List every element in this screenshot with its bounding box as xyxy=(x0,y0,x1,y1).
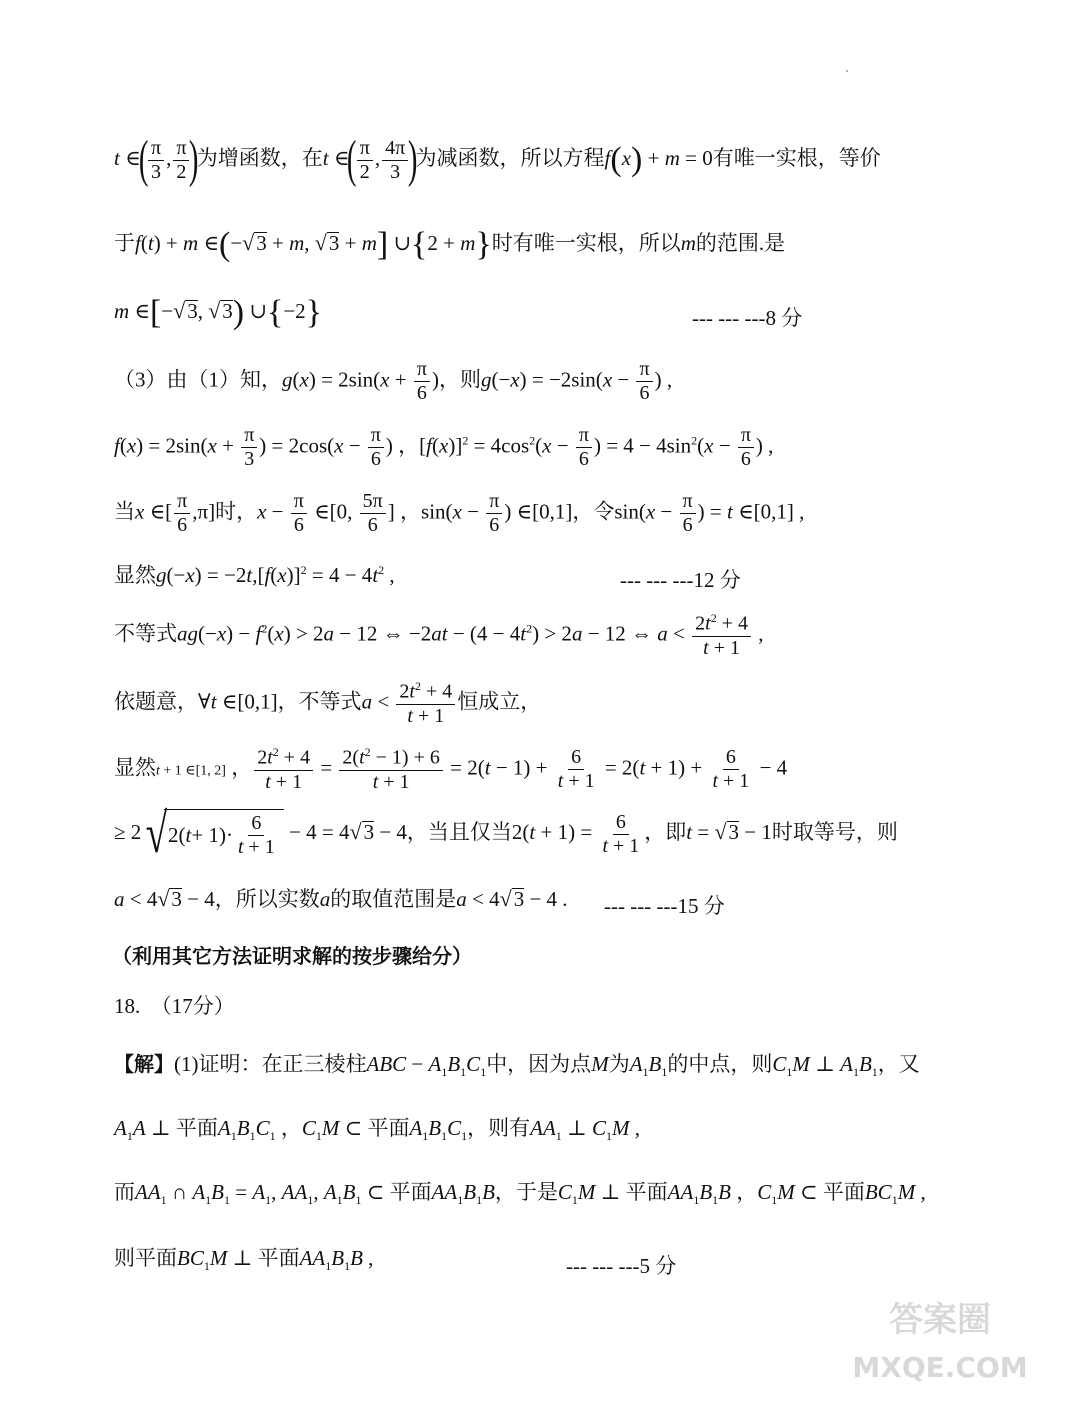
line-11: ≥ 2√2( t + 1)· $\frac{6}{t + 1}$ − 4 = 4√3 − 4，当且仅当2(t + 1) = $\frac{6}{t + 1}$ ，即t = √3 − 1时取等号，则 xyxy=(114,803,898,865)
text: 平面 xyxy=(389,1180,432,1204)
text: 不等式 xyxy=(114,621,177,646)
text: （3）由（1）知， xyxy=(114,367,282,392)
solution-line-2: $A_1A$ ⊥ 平面$A_1B_1C_1$ ，$C_1M$ ⊂ 平面$A_1B_1C_1$，则有$AA_1$ ⊥ $C_1M$ , xyxy=(114,1116,641,1144)
speck xyxy=(846,70,848,72)
score-12: --- --- ---12 分 xyxy=(620,568,741,592)
text: ，不等式 xyxy=(277,689,362,714)
solution-line-4: 则平面$BC_1M$ ⊥ 平面$AA_1B_1B$ , xyxy=(114,1246,374,1274)
line-10: 显然t + 1 ∈[1, 2] ， $\frac{2t^2 + 4}{t + 1}$ = $\frac{2(t^2 - 1) + 6}{t + 1}$ = 2(t − 1) + $\frac{6}{t + 1}$ = 2(t + 1) + $\frac{6}{t + 1}$ − 4 xyxy=(114,745,788,793)
text: 平面 xyxy=(822,1180,865,1204)
text: 为 xyxy=(608,1052,630,1076)
line-7: 显然$g(-x) = -2t,[f(x)]^2 = 4 - 4t^2$ , xyxy=(114,563,395,587)
text: 时有唯一实根，所以 xyxy=(491,230,681,255)
text: 当 xyxy=(114,499,135,524)
text: ，则有 xyxy=(467,1116,531,1140)
text: ，所以实数 xyxy=(214,887,320,911)
line-1: t ∈( $\frac{\pi}{3}$ , $\frac{\pi}{2}$ )为增函数，在t ∈( $\frac{\pi}{2}$ , $\frac{4\pi}{3}$ )为减函数，所以方程f(x) + m = 0有唯一实根，等价 xyxy=(114,131,881,188)
watermark-line-1: 答案圈 xyxy=(889,1300,991,1340)
question-18-header: 18. （17分） xyxy=(114,994,235,1018)
text: ，令 xyxy=(572,499,615,524)
text: 于 xyxy=(114,230,135,255)
text: 时， xyxy=(215,499,258,524)
text: ，则 xyxy=(438,367,481,392)
text: 的范围.是 xyxy=(695,230,786,255)
text: ，于是 xyxy=(494,1180,558,1204)
text: 的中点，则 xyxy=(667,1052,773,1076)
text: 平面 xyxy=(625,1180,668,1204)
solution-line-3: 而$AA_1$ ∩ $A_1B_1 = A_1$, $AA_1$, $A_1B_1$ ⊂ 平面$AA_1B_1B$，于是$C_1M$ ⊥ 平面$AA_1B_1B$ ，$C_1M$ ⊂ 平面$BC_1M$ , xyxy=(114,1180,926,1208)
text: 为减函数，所以方程 xyxy=(415,145,605,170)
text: ，当且仅当 xyxy=(406,819,512,844)
text: 中，因为点 xyxy=(486,1052,592,1076)
text: ，又 xyxy=(877,1052,920,1076)
text: 平面 xyxy=(367,1116,410,1140)
solution-line-1: 【解】(1)证明：在正三棱柱ABC − $A_1B_1C_1$中，因为点M为$A_1B_1$的中点，则$C_1M$ ⊥ $A_1B_1$，又 xyxy=(114,1052,920,1080)
text: 平面 xyxy=(257,1246,300,1270)
text: 时取等号，则 xyxy=(771,819,898,844)
text: 有唯一实根，等价 xyxy=(712,145,881,170)
line-3: m ∈[−√3, √3) ∪{−2} xyxy=(114,294,322,331)
score-8: --- --- ---8 分 xyxy=(692,306,803,330)
text: 恒成立， xyxy=(457,689,542,714)
score-5: --- --- ---5 分 xyxy=(566,1254,677,1278)
line-2: 于f(t) + m ∈(−√3 + m, √3 + m] ∪{2 + m}时有唯一实根，所以m的范围.是 xyxy=(114,226,786,263)
line-4: （3）由（1）知，g(x) = 2sin(x + $\frac{\pi}{6}$ )，则g(−x) = −2sin(x − $\frac{\pi}{6}$ ) , xyxy=(114,358,673,404)
line-9: 依题意，∀t ∈[0,1]，不等式a < $\frac{2t^2 + 4}{t + 1}$ 恒成立， xyxy=(114,679,542,727)
text: 显然 xyxy=(114,755,156,780)
text: 的取值范围是 xyxy=(330,887,457,911)
watermark-logo xyxy=(840,1281,1040,1391)
text: 显然 xyxy=(114,563,156,587)
text: 则平面 xyxy=(114,1246,177,1270)
line-6: 当x ∈[ $\frac{\pi}{6}$ ,π]时，x − $\frac{\pi}{6}$ ∈[0, $\frac{5\pi}{6}$ ] ，sin(x − $\frac{\pi}{6}$ ) ∈[0,1]，令sin(x − $\frac{\pi}{6}$ ) = t ∈[0,1] , xyxy=(114,490,805,536)
text: 依题意， xyxy=(114,689,198,714)
line-5: f(x) = 2sin(x + $\frac{\pi}{3}$ ) = 2cos(x − $\frac{\pi}{6}$ ) ，$[f(x)]^2 = 4\cos^2(x$ − $\frac{\pi}{6}$ ) = $4 - 4\sin^2(x$ − $\frac{\pi}{6}$ ) , xyxy=(114,424,774,470)
text: 而 xyxy=(114,1180,135,1204)
grading-note: （利用其它方法证明求解的按步骤给分） xyxy=(112,944,472,968)
text: 为增函数，在 xyxy=(196,145,323,170)
score-15: --- --- ---15 分 xyxy=(604,894,725,918)
solution-tag: 【解】 xyxy=(114,1052,174,1076)
line-12: a < 4√3 − 4，所以实数a的取值范围是a < 4√3 − 4 . xyxy=(114,886,568,911)
text: 平面 xyxy=(175,1116,218,1140)
line-8: 不等式$ag(-x) - f^2(x) > 2a - 12$ ⇔ $-2at - (4 - 4t^2) > 2a - 12$ ⇔ a < $\frac{2t^2 + 4}{t + 1}$ , xyxy=(114,611,764,659)
watermark-line-2: MXQE.COM xyxy=(852,1351,1028,1384)
text: ，即 xyxy=(644,819,687,844)
text: (1)证明：在正三棱柱 xyxy=(174,1052,367,1076)
